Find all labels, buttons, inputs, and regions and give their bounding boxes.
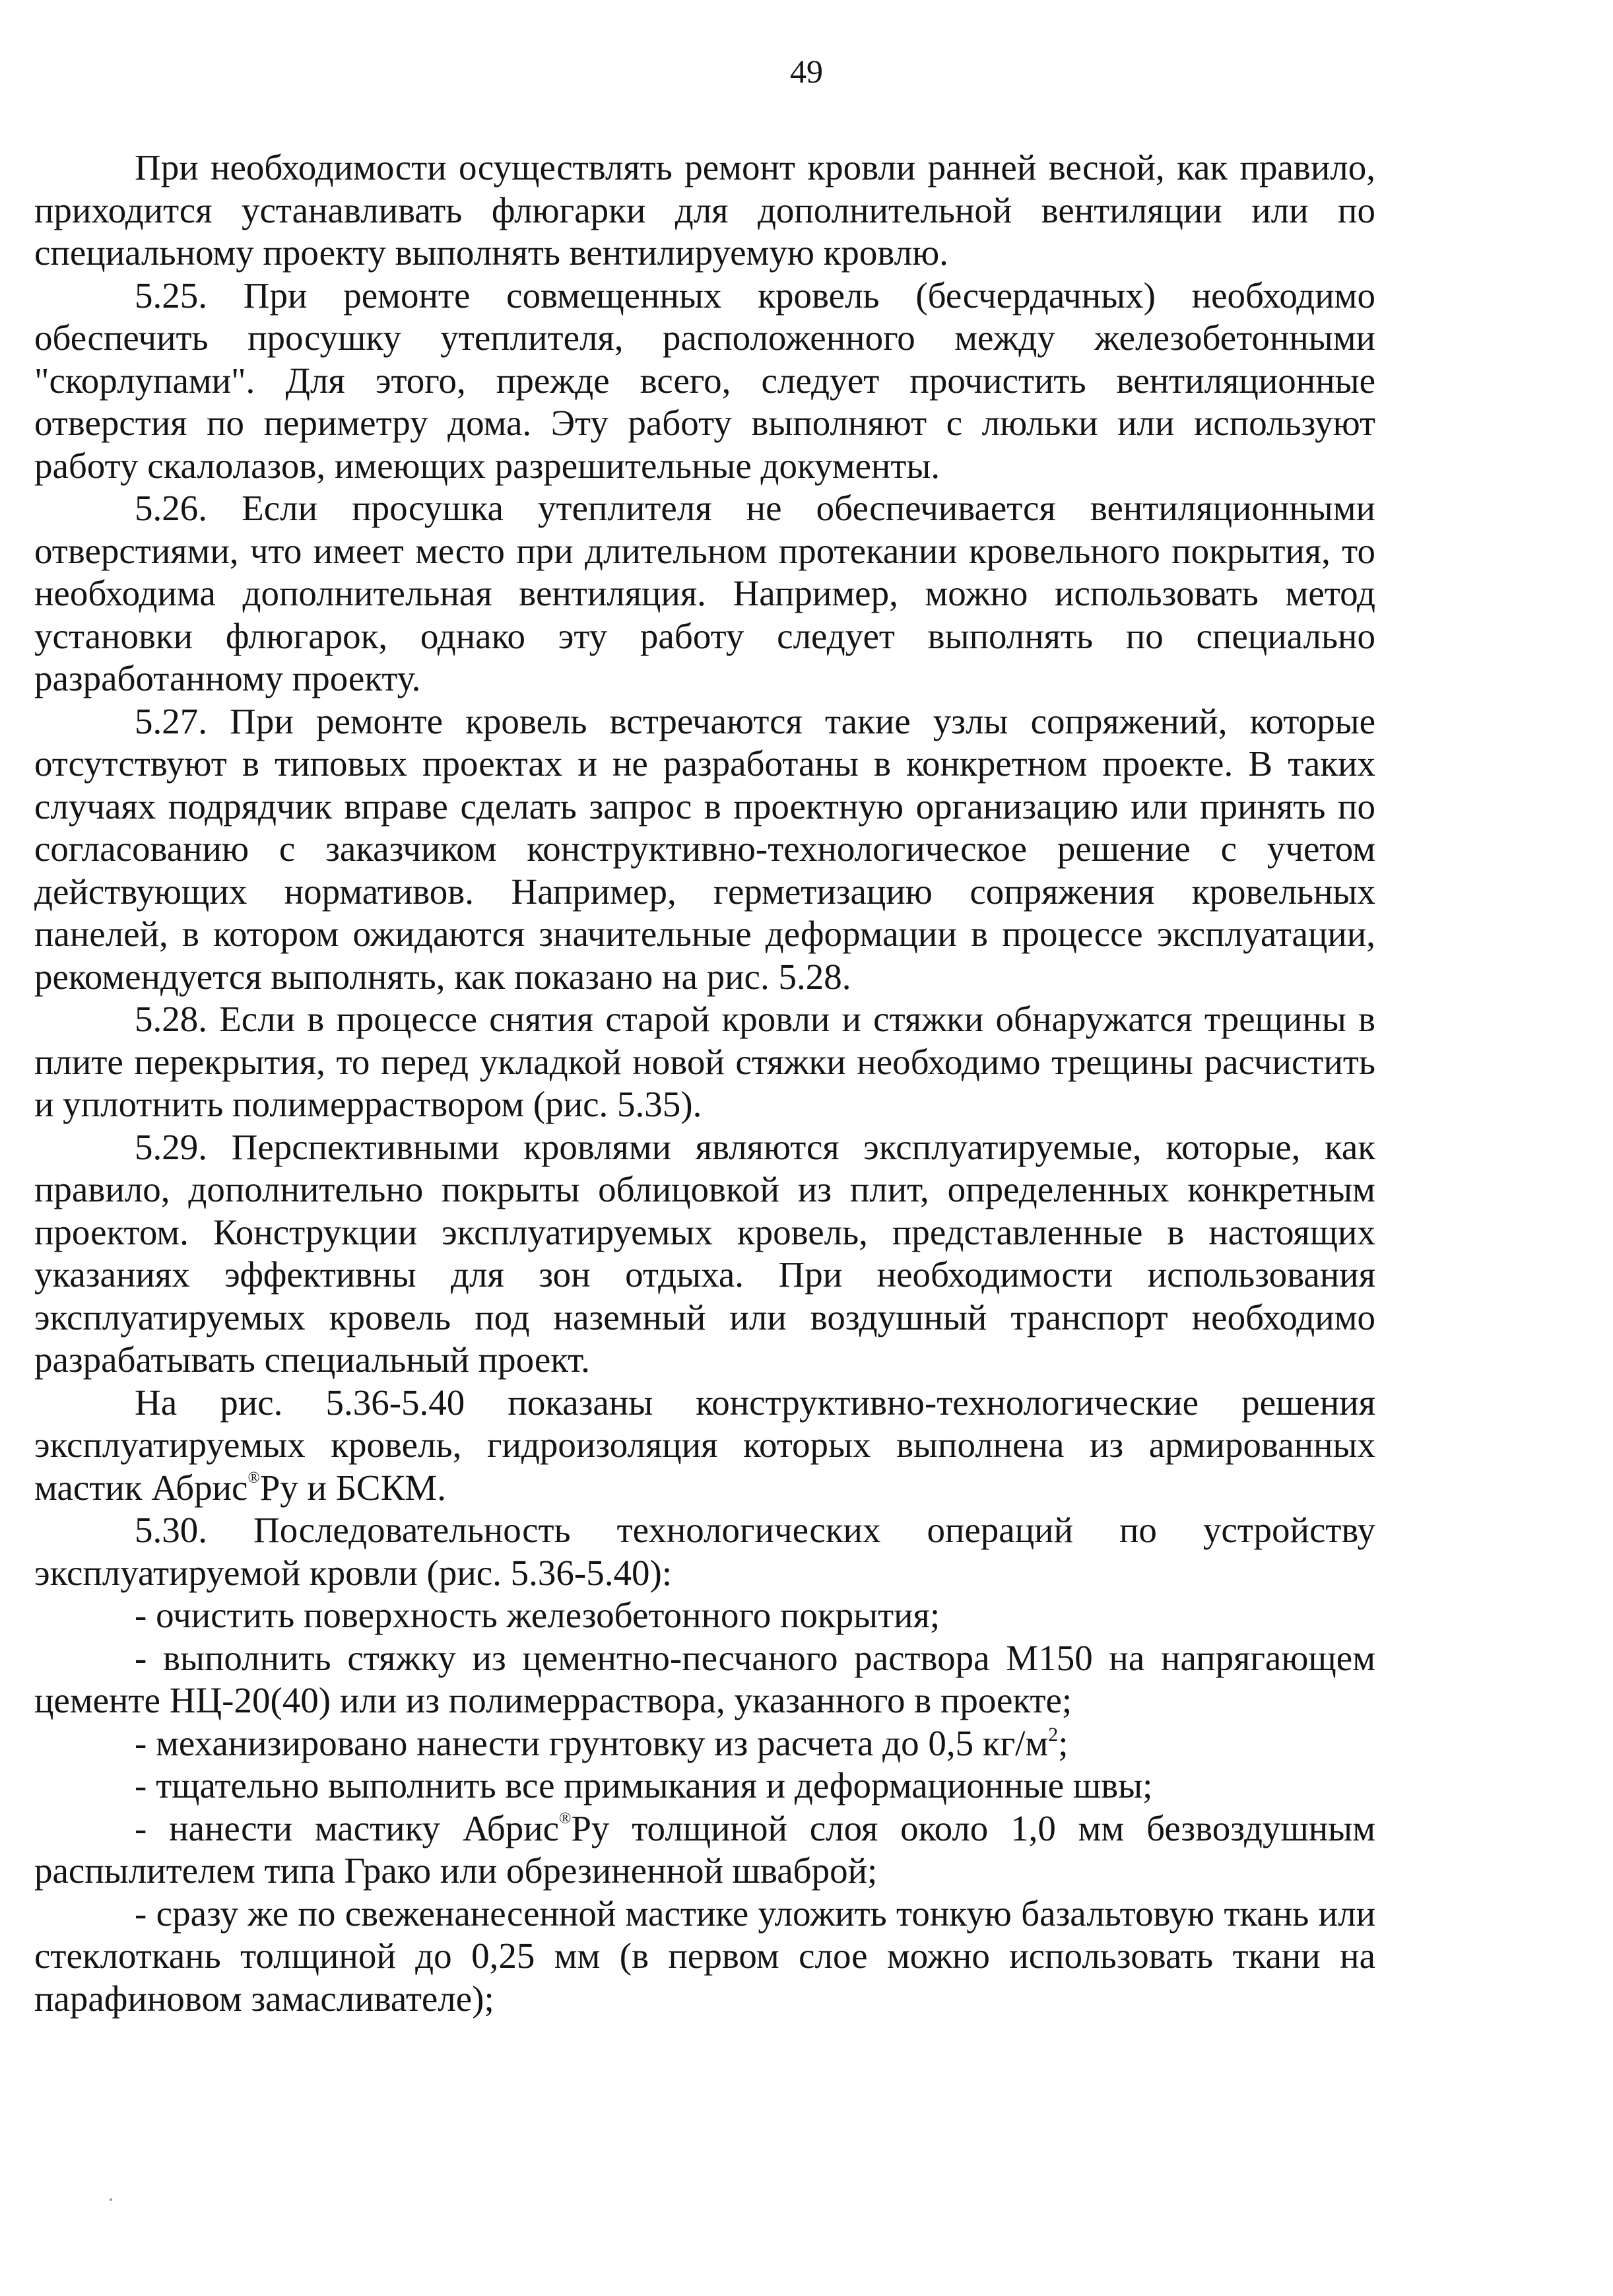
paragraph-text: Ру толщиной слоя около 1,0 мм безвоздушным распылителем типа Грако или обрезиненной шваброй; <box>34 1807 1375 1891</box>
paragraph-text: ; <box>1058 1722 1069 1763</box>
paragraph-figures-5-36-5-40 <box>34 1382 1375 1510</box>
page-number: 49 <box>790 53 823 90</box>
paragraph-5-27: 5.27. При ремонте кровель встречаются такие узлы сопряжений, которые отсутствуют в типовых проектах и не разработаны в конкретном проекте. В таких случаях подрядчик вправе сделать запрос в проектную организацию или принять по согласованию с заказчиком конструктивно-технологическое решение с учетом действующих нормативов. Например, герметизацию сопряжения кровельных панелей, в котором ожидаются значительные деформации в процессе эксплуатации, рекомендуется выполнять, как показано на рис. 5.28. <box>34 700 1375 997</box>
paragraph-5-25: 5.25. При ремонте совмещенных кровель (бесчердачных) необходимо обеспечить просушку утеплителя, расположенного между железобетонными "скорлупами". Для этого, прежде всего, следует прочистить вентиляционные отверстия по периметру дома. Эту работу выполняют с люльки или используют работу скалолазов, имеющих разрешительные документы. <box>34 275 1375 486</box>
list-item-fabric: - сразу же по свеженанесенной мастике уложить тонкую базальтовую ткань или стеклоткань толщиной до 0,25 мм (в первом слое можно использовать ткани на парафиновом замасливателе); <box>34 1893 1375 2019</box>
paragraph-ventilation-spring: При необходимости осуществлять ремонт кровли ранней весной, как правило, приходится устанавливать флюгарки для дополнительной вентиляции или по специальному проекту выполнять вентилируемую кровлю. <box>34 147 1375 273</box>
paragraph-5-28: 5.28. Если в процессе снятия старой кровли и стяжки обнаружатся трещины в плите перекрытия, то перед укладкой новой стяжки необходимо трещины расчистить и уплотнить полимерраствором (рис. 5.35). <box>34 999 1375 1124</box>
list-item-joints: - тщательно выполнить все примыкания и деформационные швы; <box>135 1765 1153 1806</box>
list-item-mastic <box>34 1807 1375 1893</box>
paragraph-text: Ру и БСКМ. <box>259 1467 446 1508</box>
scan-speck <box>110 2198 112 2201</box>
list-item-screed: - выполнить стяжку из цементно-песчаного раствора М150 на напрягающем цементе НЦ-20(40) или из полимерраствора, указанного в проекте; <box>34 1637 1375 1720</box>
paragraph-5-30: 5.30. Последовательность технологических операций по устройству эксплуатируемой кровли (рис. 5.36-5.40): <box>34 1510 1375 1593</box>
superscript-square: 2 <box>1048 1723 1059 1745</box>
paragraph-text: - механизировано нанести грунтовку из расчета до 0,5 кг/м <box>135 1722 1049 1763</box>
page-body <box>34 147 1375 2020</box>
list-item-primer <box>34 1722 1375 1765</box>
paragraph-5-29: 5.29. Перспективными кровлями являются эксплуатируемые, которые, как правило, дополнительно покрыты облицовкой из плит, определенных конкретным проектом. Конструкции эксплуатируемых кровель, представленные в настоящих указаниях эффективны для зон отдыха. При необходимости использования эксплуатируемых кровель под наземный или воздушный транспорт необходимо разрабатывать специальный проект. <box>34 1126 1375 1380</box>
registered-mark: ® <box>559 1809 572 1827</box>
registered-mark: ® <box>247 1469 260 1487</box>
paragraph-5-26: 5.26. Если просушка утеплителя не обеспечивается вентиляционными отверстиями, что имеет место при длительном протекании кровельного покрытия, то необходима дополнительная вентиляция. Например, можно использовать метод установки флюгарок, однако эту работу следует выполнять по специально разработанному проекту. <box>34 488 1375 698</box>
paragraph-text: На рис. 5.36-5.40 показаны конструктивно-технологические решения эксплуатируемых кровель, гидроизоляция которых выполнена из армированных мастик Абрис <box>34 1382 1375 1508</box>
list-item-clean-surface: - очистить поверхность железобетонного покрытия; <box>135 1595 940 1635</box>
paragraph-text: - нанести мастику Абрис <box>135 1807 560 1848</box>
